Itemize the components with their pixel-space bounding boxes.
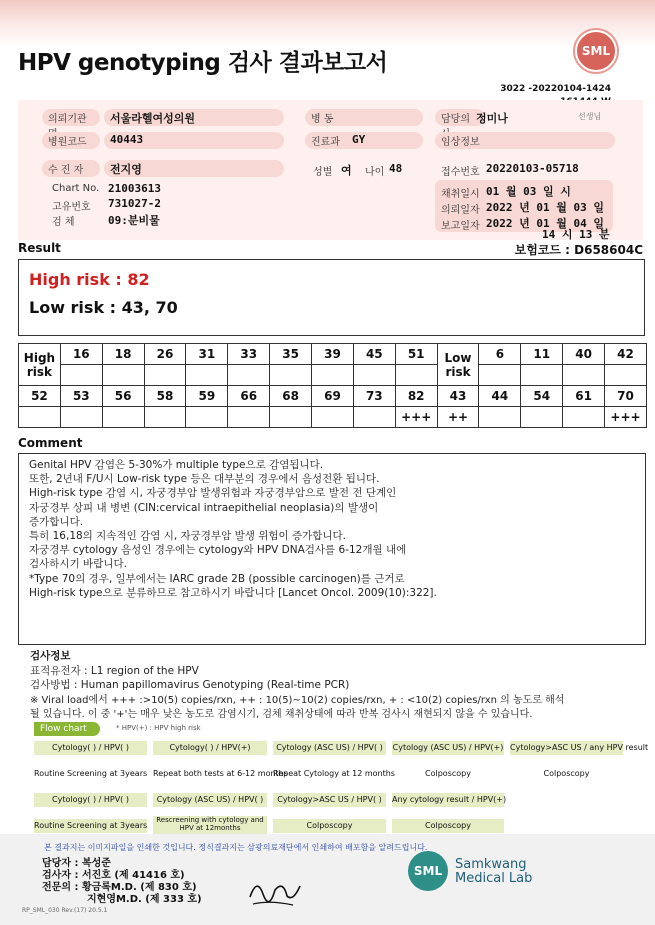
genotype-cell: 54 [521, 386, 563, 407]
mark-cell: +++ [605, 407, 647, 428]
genotype-cell: 26 [144, 344, 186, 365]
high-risk-header: High risk [19, 344, 61, 386]
flow-node: Any cytology result / HPV(+) [392, 793, 504, 807]
clinical-label: 임상정보 [435, 132, 615, 149]
inst-label: 의뢰기관 [42, 109, 100, 126]
hosp-code-value: 40443 [104, 132, 284, 149]
mark-cell: +++ [395, 407, 437, 428]
sml-logo: SML [575, 30, 617, 72]
flow-node: Cytology>ASC US / any HPV result [510, 741, 623, 755]
comment-line: High-risk type 감염 시, 자궁경부암 발생위험과 자궁경부암으로 발전 전 단계인 [29, 487, 397, 500]
mark-cell [19, 407, 61, 428]
comment-box [18, 453, 646, 645]
genotype-cell: 70 [605, 386, 647, 407]
form-code: RP_SML_030 Rev.(17) 20.5.1 [22, 907, 108, 914]
staff-handler: 담당자 : 복성준 [42, 858, 111, 869]
request-date-label: 의뢰일자 [441, 205, 480, 216]
staff-specialist-1: 전문의 : 황금록M.D. (제 830 호) [42, 882, 197, 893]
genotype-cell: 43 [437, 386, 479, 407]
flow-node: Cytology (ASC US) / HPV(+) [392, 741, 504, 755]
uid-value: 731027-2 [108, 197, 161, 210]
mark-cell [270, 407, 312, 428]
mark-cell [228, 407, 270, 428]
mark-cell [353, 407, 395, 428]
mark-cell [312, 407, 354, 428]
flow-node: Cytology( ) / HPV( ) [34, 793, 147, 807]
lab-name [455, 858, 532, 886]
comment-line: 또한, 2년내 F/U시 Low-risk type 등은 대부분의 경우에서 음성전환 됩니다. [29, 473, 380, 486]
genotype-cell: 6 [479, 344, 521, 365]
genotype-cell: 66 [228, 386, 270, 407]
print-notice: 본 결과지는 이미지파일을 인쇄한 것입니다. 정식결과지는 삼광의료재단에서 인쇄하여 배포함을 알려드립니다. [44, 843, 428, 852]
report-title: HPV genotyping 검사 결과보고서 [18, 50, 388, 76]
comment-line: High-risk type으로 분류하므로 참고하시기 바랍니다 [Lancet Oncol. 2009(10):322]. [29, 586, 437, 599]
genotype-cell: 56 [102, 386, 144, 407]
comment-line: 자궁경부 상피 내 병변 (CIN:cervical intraepithelial neoplasia)의 발생이 [29, 501, 379, 514]
sml-footer-logo: SML [408, 851, 448, 891]
doctor-suffix: 선생님 [578, 112, 602, 121]
comment-heading: Comment [18, 436, 83, 450]
genotype-cell: 45 [353, 344, 395, 365]
sex-label: 성별 [313, 167, 333, 178]
flow-node: Repeat both tests at 6-12 months [153, 769, 288, 778]
mark-cell [563, 407, 605, 428]
genotype-cell: 33 [228, 344, 270, 365]
genotype-cell: 35 [270, 344, 312, 365]
mark-cell [60, 407, 102, 428]
flow-node: Colposcopy [543, 769, 590, 778]
specimen-value: 09:분비물 [108, 214, 160, 227]
comment-line: *Type 70의 경우, 일부에서는 IARC grade 2B (possible carcinogen)를 근거로 [29, 572, 405, 585]
chart-value: 21003613 [108, 182, 161, 195]
genotype-cell: 51 [395, 344, 437, 365]
table-row [19, 365, 647, 386]
genotype-cell: 69 [312, 386, 354, 407]
table-row [19, 344, 647, 365]
mark-cell: ++ [437, 407, 479, 428]
genotype-cell: 82 [395, 386, 437, 407]
request-date-value: 2022 년 01 월 03 일 [486, 201, 604, 214]
chart-label: Chart No. [52, 183, 100, 194]
specimen-label: 검 체 [52, 217, 75, 228]
table-row [19, 386, 647, 407]
hosp-code-label: 병원코드 [42, 132, 100, 149]
genotype-cell: 61 [563, 386, 605, 407]
flow-node: Rescreening with cytology and HPV at 12months [153, 816, 267, 834]
flow-node: Repeat Cytology at 12 months [273, 769, 395, 778]
genotype-cell: 11 [521, 344, 563, 365]
comment-line: 증가합니다. [29, 515, 84, 528]
collect-value: 01 월 03 일 시 [486, 185, 571, 198]
staff-tester: 검사자 : 서진호 (제 41416 호) [42, 870, 185, 881]
comment-line: 검사하시기 바랍니다. [29, 558, 127, 571]
risk-summary-box [18, 259, 645, 336]
genotype-cell: 42 [605, 344, 647, 365]
mark-cell [102, 407, 144, 428]
signature [245, 872, 305, 912]
insurance-code: 보험코드 : D658604C [514, 243, 643, 257]
genotype-cell: 59 [186, 386, 228, 407]
doc-number-line1: 3022 -20220104-1424 [500, 84, 611, 94]
high-risk-summary: High risk : 82 [29, 270, 150, 289]
patient-label: 수 진 자 [42, 160, 100, 177]
dept-value: GY [352, 133, 366, 146]
age-value: 48 [389, 162, 403, 175]
genotype-table [18, 343, 647, 428]
lab-name-line2: Medical Lab [455, 871, 533, 886]
mark-cell [144, 407, 186, 428]
genotype-cell: 39 [312, 344, 354, 365]
test-method: 검사방법 : Human papillomavirus Genotyping (Real-time PCR) [30, 679, 350, 691]
mark-cell [186, 407, 228, 428]
flow-node: Colposcopy [425, 769, 471, 778]
ward-label: 병 동 [305, 109, 423, 126]
table-row [19, 407, 647, 428]
flow-node: Cytology>ASC US / HPV( ) [273, 793, 386, 807]
mark-cell [521, 407, 563, 428]
genotype-cell: 68 [270, 386, 312, 407]
lab-name-line1: Samkwang [455, 857, 527, 872]
receipt-label: 접수번호 [441, 167, 480, 178]
comment-line: 자궁경부 cytology 음성인 경우에는 cytology와 HPV DNA검사를 6-12개월 내에 [29, 544, 407, 557]
flow-node: Colposcopy [392, 819, 504, 833]
doctor-label: 담당의 [435, 109, 485, 126]
dept-label: 진료과 [305, 132, 423, 149]
genotype-cell: 52 [19, 386, 61, 407]
report-date-value: 2022 년 01 월 04 일 [486, 217, 604, 230]
patient-value: 전지영 [104, 160, 284, 177]
target-gene: 표적유전자 : L1 region of the HPV [30, 665, 199, 677]
inst-value: 서울라헬여성의원 [104, 109, 284, 126]
comment-line: Genital HPV 감염은 5-30%가 multiple type으로 감염됩니다. [29, 459, 324, 471]
genotype-cell: 16 [60, 344, 102, 365]
low-risk-header: Low risk [437, 344, 479, 386]
genotype-cell: 31 [186, 344, 228, 365]
test-info-heading: 검사정보 [30, 650, 71, 662]
genotype-cell: 53 [60, 386, 102, 407]
sex-value: 여 [341, 164, 352, 177]
viral-load-note: ※ Viral load에서 +++ :>10(5) copies/rxn, ++ : 10(5)~10(2) copies/rxn, + : <10(2) copies/rxn 의 농도로 해석 [30, 695, 565, 706]
doctor-value: 정미나 [476, 112, 508, 125]
report-time-value: 14 시 13 분 [542, 228, 610, 241]
receipt-value: 20220103-05718 [486, 162, 579, 175]
flow-node: Cytology (ASC US) / HPV( ) [273, 741, 386, 755]
mark-cell [479, 407, 521, 428]
flow-node: Cytology( ) / HPV( ) [34, 741, 147, 755]
flow-node: Cytology( ) / HPV(+) [153, 741, 267, 755]
result-heading: Result [18, 241, 61, 255]
genotype-cell: 58 [144, 386, 186, 407]
genotype-cell: 73 [353, 386, 395, 407]
genotype-cell: 18 [102, 344, 144, 365]
flow-chart-legend: * HPV(+) : HPV high risk [116, 724, 201, 732]
low-risk-summary: Low risk : 43, 70 [29, 298, 178, 317]
staff-specialist-2: 지현영M.D. (제 333 호) [87, 894, 202, 905]
genotype-cell: 44 [479, 386, 521, 407]
genotype-cell: 40 [563, 344, 605, 365]
viral-load-note-cont: 될 있습니다. 이 중 '+'는 매우 낮은 농도로 감염시기, 검체 채취상태에 따라 반복 검사시 재현되지 않을 수 있습니다. [30, 709, 533, 720]
flow-chart-label: Flow chart [34, 722, 100, 736]
flow-node: Routine Screening at 3years [34, 819, 147, 833]
flow-node: Cytology (ASC US) / HPV( ) [153, 793, 267, 807]
comment-line: 특히 16,18의 지속적인 감염 시, 자궁경부암 발생 위험이 증가합니다. [29, 530, 347, 543]
uid-label: 고유번호 [52, 202, 91, 213]
age-label: 나이 [365, 167, 385, 178]
collect-label: 채취일시 [441, 189, 480, 200]
report-date-label: 보고일자 [441, 221, 480, 232]
flow-node: Routine Screening at 3years [34, 769, 148, 778]
flow-node: Colposcopy [273, 819, 386, 833]
